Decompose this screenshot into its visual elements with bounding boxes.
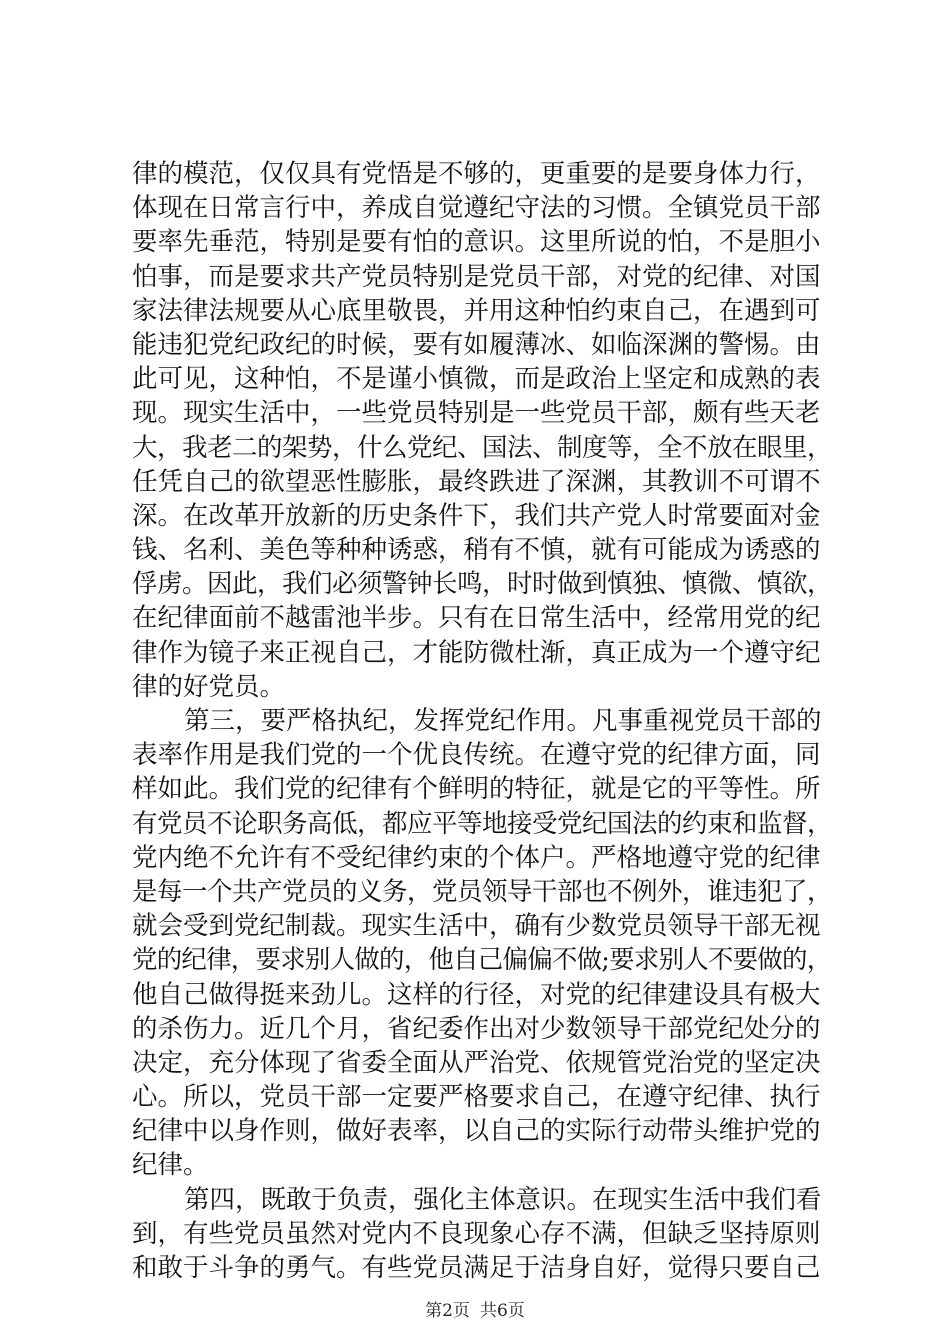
page-total: 共6页: [480, 1301, 525, 1321]
text-line: 表率作用是我们党的一个优良传统。在遵守党的纪律方面，同: [132, 740, 821, 771]
text-line: 现。现实生活中，一些党员特别是一些党员干部，颇有些天老: [132, 398, 821, 429]
text-line: 任凭自己的欲望恶性膨胀，最终跌进了深渊，其教训不可谓不: [132, 466, 821, 497]
text-line: 他自己做得挺来劲儿。这样的行径，对党的纪律建设具有极大: [132, 979, 821, 1010]
text-line: 纪律中以身作则，做好表率，以自己的实际行动带头维护党的: [132, 1116, 821, 1147]
document-body: [132, 157, 832, 1285]
paragraph-start-line: 第四，既敢于负责，强化主体意识。在现实生活中我们看: [184, 1184, 822, 1215]
text-line: 有党员不论职务高低，都应平等地接受党纪国法的约束和监督，: [132, 808, 833, 839]
text-line: 律的好党员。: [132, 671, 286, 702]
text-line: 深。在改革开放新的历史条件下，我们共产党人时常要面对金: [132, 500, 821, 531]
text-line: 俘虏。因此，我们必须警钟长鸣，时时做到慎独、慎微、慎欲，: [132, 569, 833, 600]
page-footer: [0, 1300, 950, 1322]
text-line: 是每一个共产党员的义务，党员领导干部也不例外，谁违犯了，: [132, 876, 833, 907]
text-line: 的杀伤力。近几个月，省纪委作出对少数领导干部党纪处分的: [132, 1013, 821, 1044]
text-line: 要率先垂范，特别是要有怕的意识。这里所说的怕，不是胆小: [132, 227, 821, 258]
text-line: 此可见，这种怕，不是谨小慎微，而是政治上坚定和成熟的表: [132, 364, 821, 395]
text-line: 能违犯党纪政纪的时候，要有如履薄冰、如临深渊的警惕。由: [132, 329, 821, 360]
text-line: 律的模范，仅仅具有党悟是不够的，更重要的是要身体力行，: [132, 159, 821, 189]
text-line: 大，我老二的架势，什么党纪、国法、制度等，全不放在眼里，: [132, 432, 833, 463]
text-line: 体现在日常言行中，养成自觉遵纪守法的习惯。全镇党员干部: [132, 193, 821, 224]
text-line: 党的纪律，要求别人做的，他自己偏偏不做;要求别人不要做的，: [132, 945, 832, 976]
text-line: 钱、名利、美色等种种诱惑，稍有不慎，就有可能成为诱惑的: [132, 535, 821, 566]
text-line: 律作为镜子来正视自己，才能防微杜渐，真正成为一个遵守纪: [132, 637, 821, 668]
text-line: 党内绝不允许有不受纪律约束的个体户。严格地遵守党的纪律: [132, 842, 821, 873]
text-line: 就会受到党纪制裁。现实生活中，确有少数党员领导干部无视: [132, 911, 821, 942]
text-line: 决定，充分体现了省委全面从严治党、依规管党治党的坚定决: [132, 1047, 821, 1078]
text-line: 怕事，而是要求共产党员特别是党员干部，对党的纪律、对国: [132, 261, 821, 292]
text-line: 在纪律面前不越雷池半步。只有在日常生活中，经常用党的纪: [132, 603, 821, 634]
text-line: 心。所以，党员干部一定要严格要求自己，在遵守纪律、执行: [132, 1082, 821, 1113]
text-line: 和敢于斗争的勇气。有些党员满足于洁身自好，觉得只要自己: [132, 1253, 821, 1283]
paragraph-start-line: 第三，要严格执纪，发挥党纪作用。凡事重视党员干部的: [184, 706, 822, 736]
text-line: 纪律。: [132, 1150, 209, 1181]
page-number: 第2页: [425, 1301, 470, 1321]
text-line: 到，有些党员虽然对党内不良现象心存不满，但缺乏坚持原则: [132, 1218, 821, 1249]
text-line: 样如此。我们党的纪律有个鲜明的特征，就是它的平等性。所: [132, 774, 821, 805]
text-line: 家法律法规要从心底里敬畏，并用这种怕约束自己，在遇到可: [132, 295, 821, 326]
